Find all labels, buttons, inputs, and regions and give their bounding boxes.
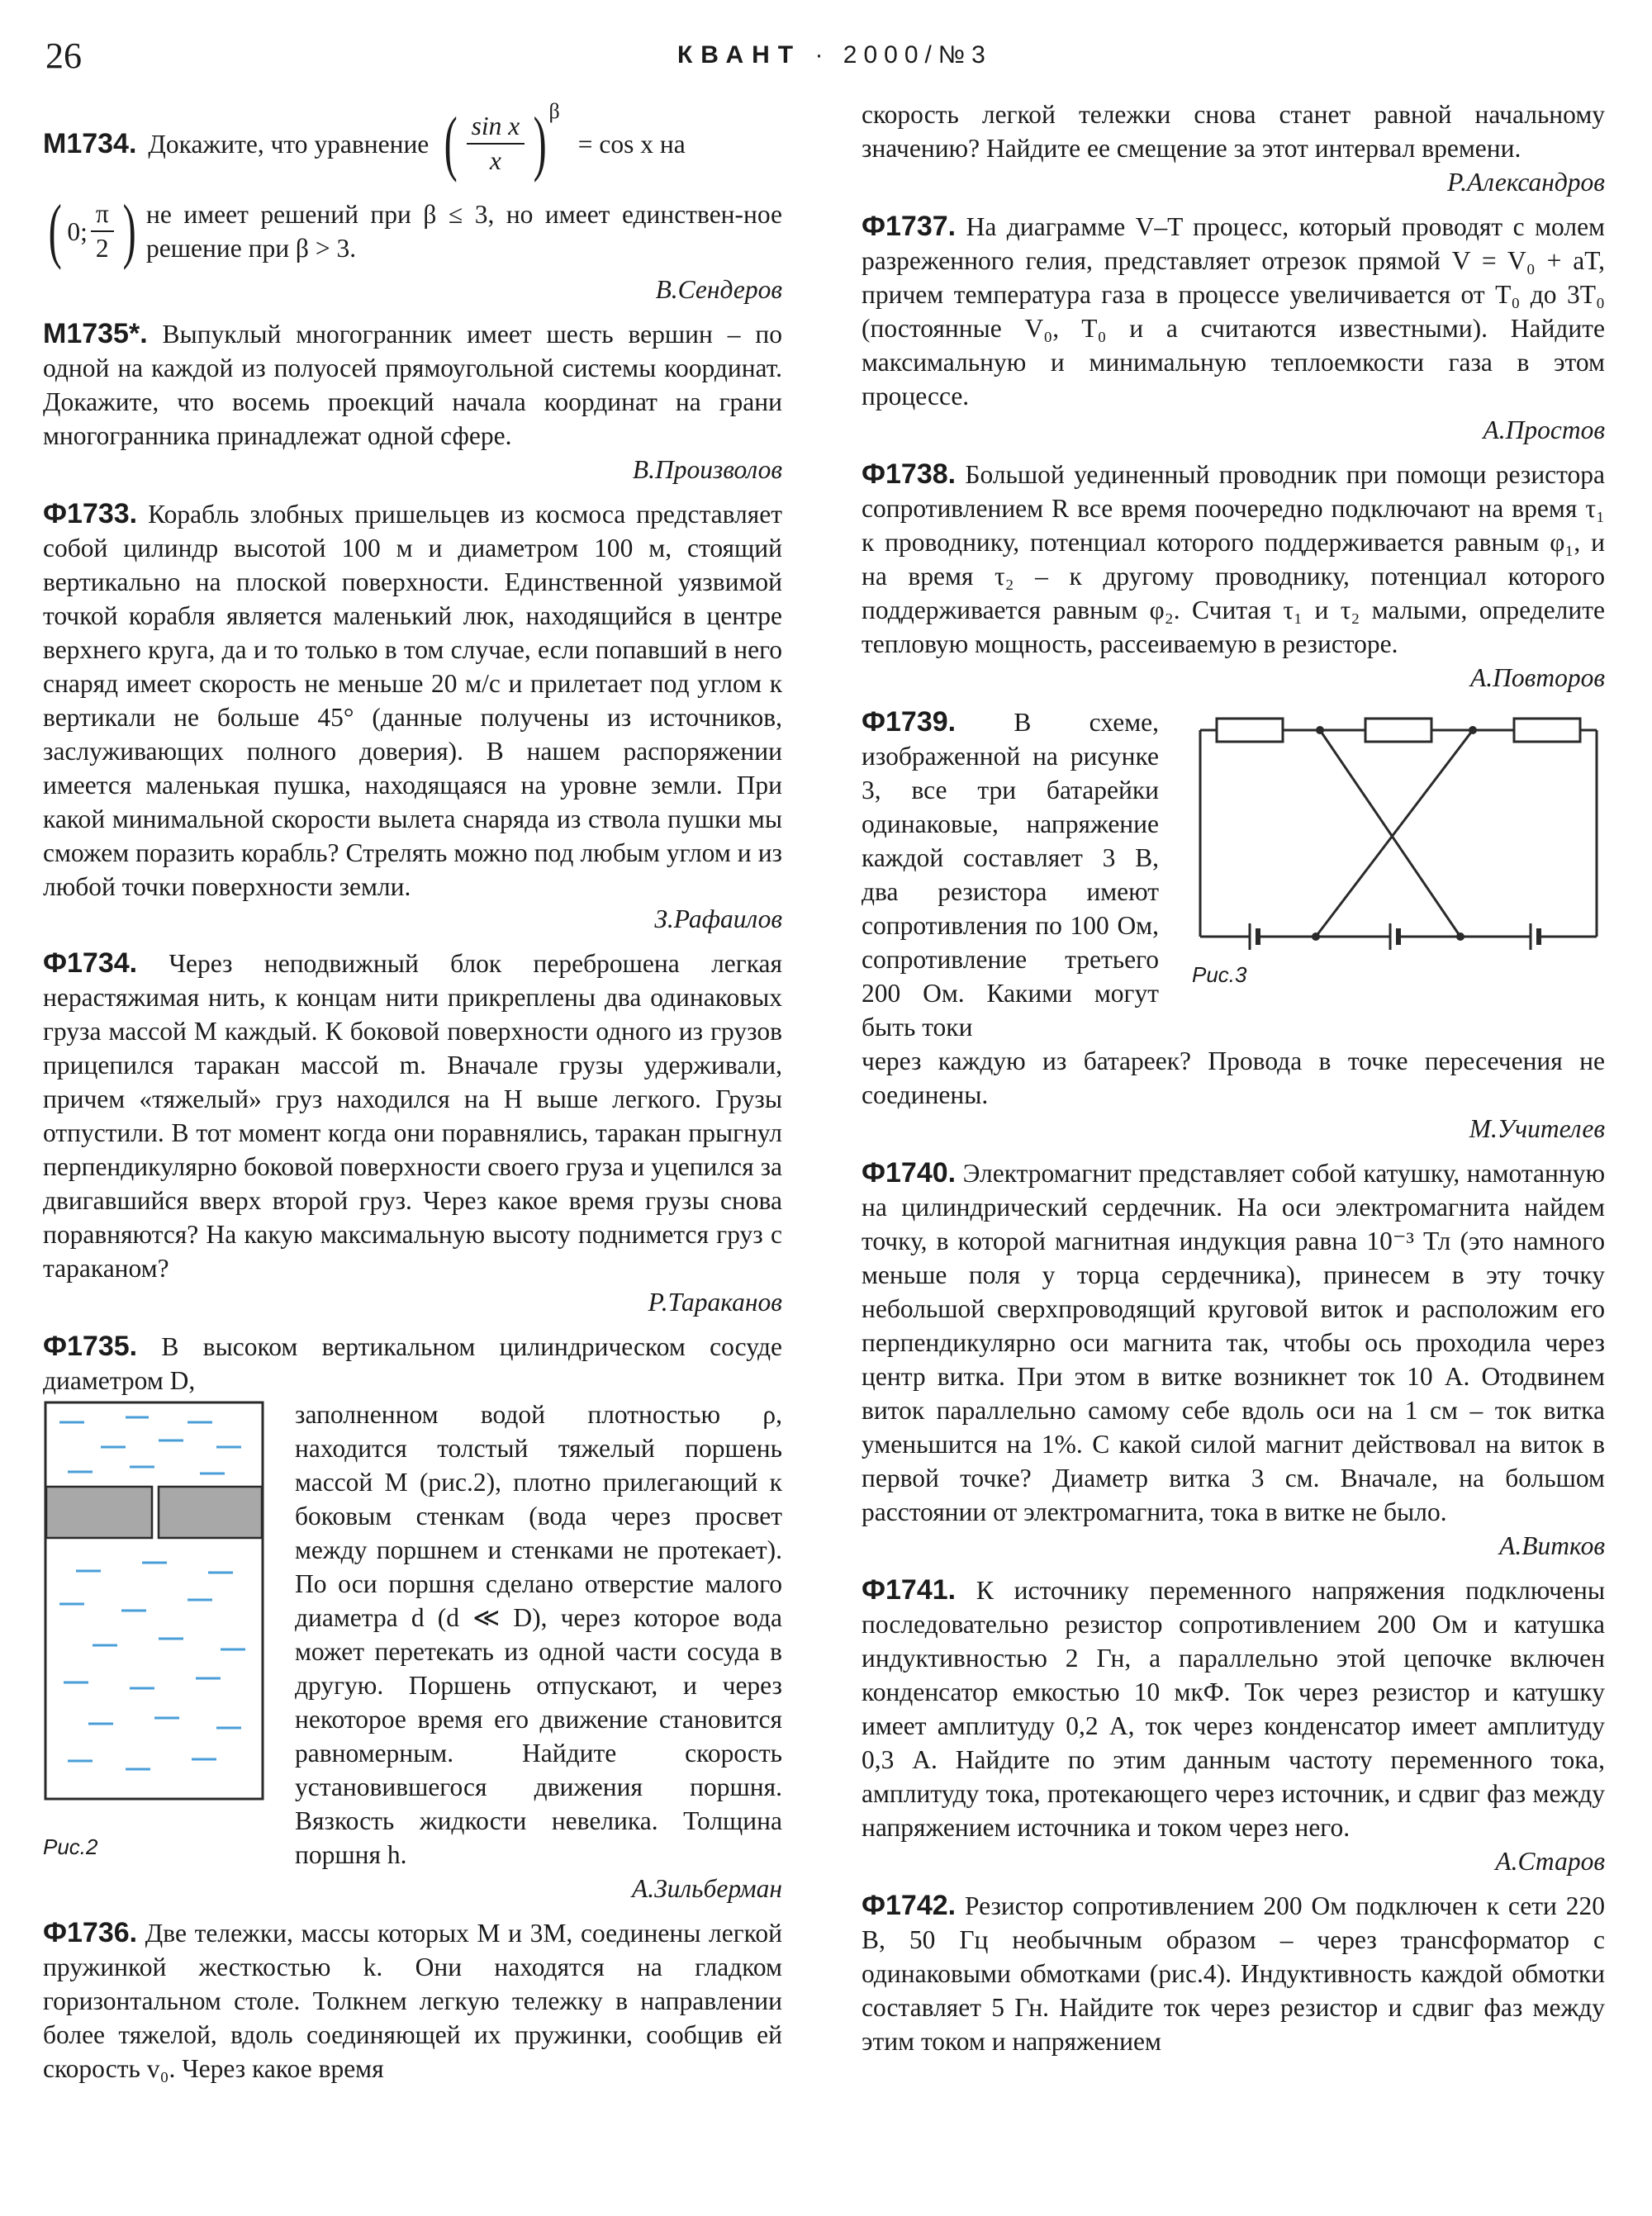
problem-f1736 [43,1916,782,2086]
journal-issue: · 2000/№3 [814,41,992,69]
author: А.Повторов [1470,663,1605,692]
problem-text: Выпуклый многогранник имеет шесть вершин – по одной на каждой из полуосей прямоугольной системы координат. Докажите, что восемь проекций начала координат на грани многогранника принадлежат одной сфере. [43,320,783,450]
problem-text: Резистор сопротивлением 200 Ом подключен к сети 220 В, 50 Гц необычным образом – через трансформатор с одинаковыми обмотками (рис.4). Индуктивность каждой обмотки составляет 5 Гн. Найдите ток через резистор и сдвиг фаз между этим током и напряжением [862,1891,1606,2056]
fraction-denominator: x [489,146,501,175]
equation-lhs: ( $\frac{\text{sin x}}{x}$ ) β [439,107,559,180]
journal-name: КВАНТ [677,41,802,69]
problem-id: Ф1737. [862,211,957,242]
problem-text: Две тележки, массы которых M и 3M, соединены легкой пружинкой жесткостью k. Они находятся на гладком горизонтальном столе. Толкнем легкую тележку в направлении более тяжелой, вдоль соединяющей их пружинки, сообщив ей скорость v₀. Через какое время [43,1919,782,2083]
author: З.Рафаилов [654,904,782,933]
problem-f1742 [862,1889,1605,2058]
author: А.Простов [1483,415,1605,444]
problem-id: Ф1738. [862,458,957,490]
problem-text-rest: через каждую из батареек? Провода в точке пересечения не соединены. [862,1046,1605,1109]
problem-f1734 [43,947,782,1319]
page-number: 26 [45,36,82,76]
author: Р.Александров [1447,168,1605,197]
problem-f1741 [862,1573,1605,1878]
author: М.Учителев [1469,1114,1605,1143]
problem-id: Ф1739. [862,706,957,738]
journal-title [677,41,992,69]
left-column [43,97,782,2096]
interval-den: 2 [95,234,109,263]
problem-text: Докажите, что уравнение [148,129,430,159]
problem-id: М1734. [43,127,137,159]
problem-text: Корабль злобных пришельцев из космоса представляет собой цилиндр высотой 100 м и диаметром 100 м, стоящий вертикально на плоской поверхности. Единственной уязвимой точкой корабля является маленький люк, находящийся в центре верхнего круга, да и то только в том случае, если попавший в него снаряд имеет скорость не меньше 20 м/с и прилетает под углом к вертикали не больше 45° (данные получены из источников, заслуживающих полного доверия). В нашем распоряжении имеется маленькая пушка, находящаяся на уровне земли. При какой минимальной скорости вылета снаряда из ствола пушки мы сможем поразить корабль? Стрелять можно под любым углом и из любой точки поверхности земли. [43,500,782,901]
problem-id: Ф1733. [43,498,138,529]
author: А.Зильберман [631,1874,782,1903]
problem-f1736-continued [862,97,1605,199]
problem-f1738 [862,458,1605,695]
problem-f1733 [43,497,782,936]
problem-text-cont: не имеет решений при β ≤ 3, но имеет единствен-ное решение при β > 3. [146,200,782,263]
circuit-diagram [1184,705,1613,978]
problem-f1739 [862,705,1605,1146]
problem-text: К источнику переменного напряжения подключены последовательно резистор сопротивлением 200 Ом и катушка индуктивностью 2 Гн, а параллельно этой цепочке включен конденсатор емкостью 10 мкФ. Ток через резистор и катушку имеет амплитуду 0,2 А, ток через конденсатор имеет амплитуду 0,3 А. Найдите по этим данным частоту переменного тока, амплитуду тока, протекающего через источник, и сдвиг фаз между напряжением источника и током через него. [862,1576,1606,1842]
figure-caption: Рис.3 [1192,962,1247,987]
figure-3 [1159,705,1613,1044]
problem-text: скорость легкой тележки снова станет равной начальному значению? Найдите ее смещение за этот интервал времени. [862,100,1605,163]
problem-f1737 [862,210,1605,447]
problem-id: Ф1736. [43,1917,138,1948]
problem-text: Большой уединенный проводник при помощи резистора сопротивлением R все время поочередно подключают на время τ₁ к проводнику, потенциал которого поддерживается равным φ₁, и на время τ₂ – к другому проводнику, потенциал которого поддерживается равным φ₂. Считая τ₁ и τ₂ малыми, определите тепловую мощность, рассеиваемую в резисторе. [862,460,1605,658]
interval-num: π [91,197,114,232]
problem-id: Ф1740. [862,1157,957,1189]
problem-text: На диаграмме V–T процесс, который проводят с молем разреженного гелия, представляет отрезок прямой V = V₀ + aT, причем температура газа в процессе увеличивается от T₀ до 3T₀ (постоянные V₀, T₀ и a считаются известными). Найдите максимальную и минимальную теплоемкости газа в этом процессе. [862,212,1605,410]
problem-text-wrap: В схеме, изображенной на рисунке 3, все три батарейки одинаковые, напряжение каждой составляет 3 В, два резистора имеют сопротивления по 100 Ом, сопротивление третьего 200 Ом. Какими могут быть токи [862,708,1159,1042]
figure-2 [43,1397,295,1872]
page-header [0,0,1652,91]
problem-text: Электромагнит представляет собой катушку, намотанную на цилиндрический сердечник. На оси электромагнита найдем точку, в которой магнитная индукция равна 10⁻³ Тл (это намного меньше поля у торца сердечника), принесем в эту точку небольшой сверхпроводящий круговой виток и расположим его перпендикулярно оси магнита так, чтобы ось проходила через центр витка. При этом в витке возникнет ток 10 А. Отодвинем виток параллельно самому себе вдоль оси на 1 см – ток витка уменьшится на 1%. С какой силой магнит действовал на виток в первой точке? Диаметр витка 3 см. Вначале, на большом расстоянии от электромагнита, тока в витке не было. [862,1159,1605,1526]
problem-text-wrap: заполненном водой плотностью ρ, находится толстый тяжелый поршень массой M (рис.2), плотно прилегающий к боковым стенкам (вода через просвет между поршнем и стенками не протекает). По оси поршня сделано отверстие малого диаметра d (d ≪ D), через которое вода может перетекать из одной части сосуда в другую. Поршень отпускают, и через некоторое время его движение становится равномерным. Найдите скорость установившегося движения поршня. Вязкость жидкости невелика. Толщина поршня h. [295,1400,782,1869]
problem-m1735 [43,317,782,486]
equation-rhs: = cos x на [577,129,686,159]
problem-id: Ф1742. [862,1890,957,1921]
problem-m1734 [43,97,782,306]
author: В.Сендеров [655,275,782,304]
author: А.Витков [1499,1531,1605,1560]
author: В.Произволов [632,455,782,484]
right-column [862,97,1605,2069]
interval: ( 0; $\frac{\pi}{2}$ ) [48,191,136,271]
problem-id: Ф1735. [43,1331,138,1362]
problem-text: Через неподвижный блок переброшена легкая нерастяжимая нить, к концам нити прикреплены два одинаковых груза массой M каждый. К боковой поверхности одного из грузов прицепился таракан массой m. Вначале грузы удерживали, причем «тяжелый» груз находился на H выше легкого. Грузы отпустили. В тот момент когда они поравнялись, таракан прыгнул перпендикулярно боковой поверхности своего груза и уцепился за двигавшийся вверх второй груз. Через какое время грузы снова поравняются? На какую максимальную высоту поднимется груз с тараканом? [43,949,783,1283]
problem-id: Ф1734. [43,947,138,979]
problem-text: В высоком вертикальном цилиндрическом сосуде диаметром D, [43,1332,782,1395]
figure-caption: Рис.2 [43,1834,98,1859]
problem-f1740 [862,1156,1605,1563]
author: Р.Тараканов [648,1288,782,1317]
exponent: β [548,98,560,123]
fraction-numerator: sin x [467,110,525,145]
author: А.Старов [1495,1847,1605,1876]
interval-start: 0; [67,216,88,246]
problem-id: М1735*. [43,318,148,349]
vessel-piston-diagram [43,1397,291,1827]
problem-id: Ф1741. [862,1574,957,1606]
problem-f1735 [43,1330,782,1905]
